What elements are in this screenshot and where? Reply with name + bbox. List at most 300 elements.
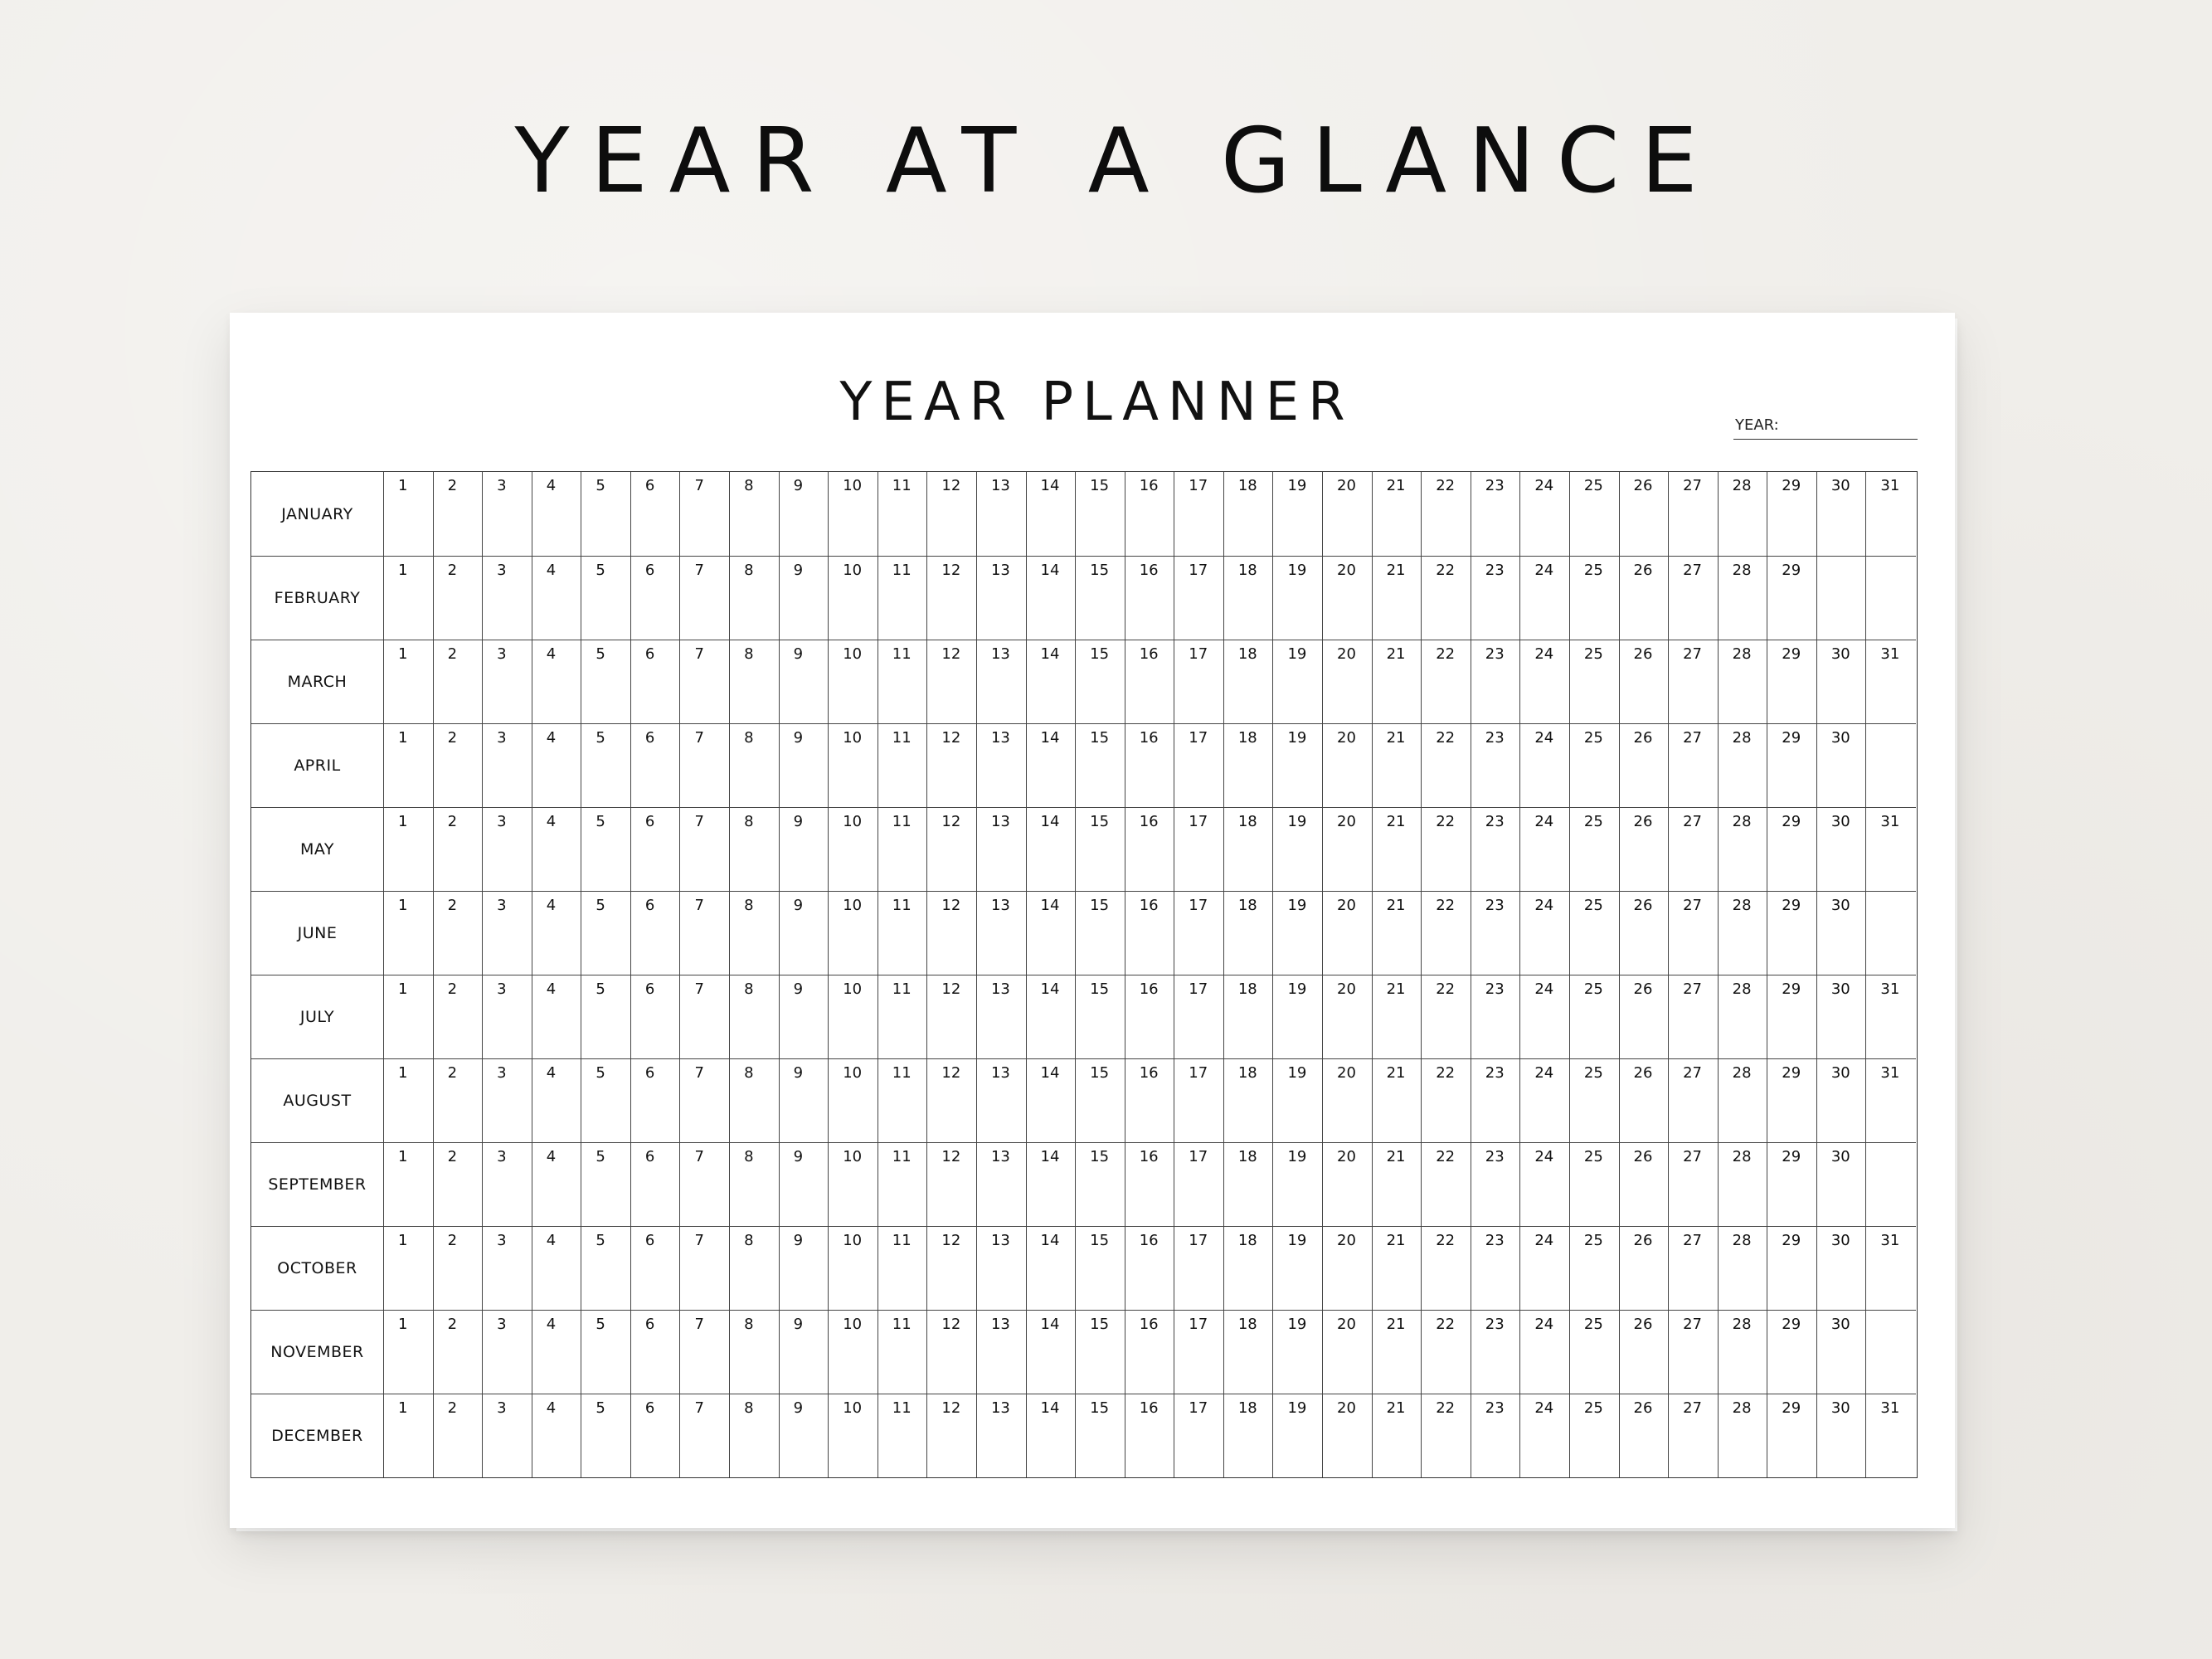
day-cell[interactable] xyxy=(384,640,434,723)
day-cell[interactable] xyxy=(631,472,681,556)
day-cell[interactable] xyxy=(532,892,582,975)
day-cell[interactable] xyxy=(1866,1059,1916,1142)
day-cell[interactable] xyxy=(1719,808,1768,891)
day-cell[interactable] xyxy=(1620,1227,1670,1310)
day-cell[interactable] xyxy=(1076,892,1125,975)
day-cell[interactable] xyxy=(680,975,730,1058)
day-cell[interactable] xyxy=(1866,640,1916,723)
day-cell[interactable] xyxy=(780,1311,829,1394)
day-cell[interactable] xyxy=(532,1059,582,1142)
day-cell[interactable] xyxy=(780,892,829,975)
day-cell[interactable] xyxy=(1767,975,1817,1058)
day-cell[interactable] xyxy=(1817,1311,1867,1394)
day-cell[interactable] xyxy=(1669,640,1719,723)
day-cell[interactable] xyxy=(977,1227,1027,1310)
day-cell[interactable] xyxy=(680,808,730,891)
day-cell[interactable] xyxy=(680,892,730,975)
day-cell[interactable] xyxy=(1669,1143,1719,1226)
day-cell[interactable] xyxy=(1373,1059,1422,1142)
day-cell[interactable] xyxy=(581,1059,631,1142)
day-cell[interactable] xyxy=(1767,1143,1817,1226)
day-cell[interactable] xyxy=(1224,808,1274,891)
day-cell[interactable] xyxy=(1125,808,1175,891)
day-cell[interactable] xyxy=(878,557,928,640)
day-cell[interactable] xyxy=(1817,1143,1867,1226)
day-cell[interactable] xyxy=(730,1227,780,1310)
day-cell[interactable] xyxy=(1273,1059,1323,1142)
day-cell[interactable] xyxy=(730,1311,780,1394)
day-cell[interactable] xyxy=(1471,724,1521,807)
day-cell[interactable] xyxy=(1767,1227,1817,1310)
day-cell[interactable] xyxy=(1273,1394,1323,1477)
day-cell[interactable] xyxy=(532,808,582,891)
day-cell[interactable] xyxy=(1422,1394,1471,1477)
day-cell[interactable] xyxy=(631,892,681,975)
day-cell[interactable] xyxy=(1471,640,1521,723)
day-cell[interactable] xyxy=(1323,975,1373,1058)
day-cell[interactable] xyxy=(878,724,928,807)
day-cell[interactable] xyxy=(1125,1143,1175,1226)
day-cell[interactable] xyxy=(384,1227,434,1310)
day-cell[interactable] xyxy=(1273,640,1323,723)
day-cell[interactable] xyxy=(1373,808,1422,891)
day-cell[interactable] xyxy=(1817,472,1867,556)
day-cell[interactable] xyxy=(1422,1227,1471,1310)
day-cell[interactable] xyxy=(532,472,582,556)
day-cell[interactable] xyxy=(1125,892,1175,975)
day-cell[interactable] xyxy=(1174,640,1224,723)
day-cell[interactable] xyxy=(1719,1143,1768,1226)
day-cell[interactable] xyxy=(1817,1059,1867,1142)
day-cell[interactable] xyxy=(1669,808,1719,891)
day-cell[interactable] xyxy=(878,1059,928,1142)
day-cell[interactable] xyxy=(1520,724,1570,807)
day-cell[interactable] xyxy=(483,975,532,1058)
day-cell[interactable] xyxy=(1125,1394,1175,1477)
day-cell[interactable] xyxy=(730,557,780,640)
day-cell[interactable] xyxy=(581,892,631,975)
day-cell[interactable] xyxy=(1125,640,1175,723)
day-cell[interactable] xyxy=(1125,724,1175,807)
day-cell[interactable] xyxy=(829,1394,878,1477)
day-cell[interactable] xyxy=(1323,1059,1373,1142)
day-cell[interactable] xyxy=(977,808,1027,891)
day-cell[interactable] xyxy=(434,557,484,640)
day-cell[interactable] xyxy=(1323,1143,1373,1226)
day-cell[interactable] xyxy=(829,892,878,975)
day-cell[interactable] xyxy=(1471,808,1521,891)
day-cell[interactable] xyxy=(1174,1059,1224,1142)
day-cell[interactable] xyxy=(1669,472,1719,556)
day-cell[interactable] xyxy=(1323,640,1373,723)
year-field[interactable] xyxy=(1733,414,1918,440)
day-cell[interactable] xyxy=(483,892,532,975)
day-cell[interactable] xyxy=(927,808,977,891)
day-cell[interactable] xyxy=(1866,1227,1916,1310)
day-cell[interactable] xyxy=(581,1394,631,1477)
day-cell[interactable] xyxy=(1422,640,1471,723)
day-cell[interactable] xyxy=(1669,1311,1719,1394)
day-cell[interactable] xyxy=(977,892,1027,975)
day-cell[interactable] xyxy=(1767,808,1817,891)
day-cell[interactable] xyxy=(1520,557,1570,640)
day-cell[interactable] xyxy=(1817,892,1867,975)
day-cell[interactable] xyxy=(1570,472,1620,556)
day-cell[interactable] xyxy=(1125,557,1175,640)
day-cell[interactable] xyxy=(1076,1227,1125,1310)
day-cell[interactable] xyxy=(1076,1143,1125,1226)
day-cell[interactable] xyxy=(1174,472,1224,556)
day-cell[interactable] xyxy=(1027,557,1077,640)
day-cell[interactable] xyxy=(532,1311,582,1394)
day-cell[interactable] xyxy=(631,1227,681,1310)
day-cell[interactable] xyxy=(1719,1311,1768,1394)
day-cell[interactable] xyxy=(878,1311,928,1394)
day-cell[interactable] xyxy=(1174,892,1224,975)
day-cell[interactable] xyxy=(1373,892,1422,975)
day-cell[interactable] xyxy=(1817,724,1867,807)
day-cell[interactable] xyxy=(680,1311,730,1394)
day-cell[interactable] xyxy=(1471,1311,1521,1394)
day-cell[interactable] xyxy=(1027,640,1077,723)
day-cell[interactable] xyxy=(1817,1394,1867,1477)
day-cell[interactable] xyxy=(1323,1227,1373,1310)
day-cell[interactable] xyxy=(1323,808,1373,891)
day-cell[interactable] xyxy=(434,1227,484,1310)
day-cell[interactable] xyxy=(1570,1394,1620,1477)
day-cell[interactable] xyxy=(1224,640,1274,723)
day-cell[interactable] xyxy=(1520,975,1570,1058)
day-cell[interactable] xyxy=(680,1143,730,1226)
day-cell[interactable] xyxy=(730,892,780,975)
day-cell[interactable] xyxy=(1767,472,1817,556)
day-cell[interactable] xyxy=(927,892,977,975)
day-cell[interactable] xyxy=(1273,724,1323,807)
day-cell[interactable] xyxy=(1027,808,1077,891)
day-cell[interactable] xyxy=(780,1227,829,1310)
day-cell[interactable] xyxy=(1520,808,1570,891)
day-cell[interactable] xyxy=(1570,724,1620,807)
day-cell[interactable] xyxy=(1323,892,1373,975)
day-cell[interactable] xyxy=(434,1143,484,1226)
day-cell[interactable] xyxy=(1027,724,1077,807)
day-cell[interactable] xyxy=(631,640,681,723)
day-cell[interactable] xyxy=(1273,472,1323,556)
day-cell[interactable] xyxy=(1174,975,1224,1058)
day-cell[interactable] xyxy=(1570,1227,1620,1310)
day-cell[interactable] xyxy=(581,640,631,723)
day-cell[interactable] xyxy=(434,1059,484,1142)
day-cell[interactable] xyxy=(1422,724,1471,807)
day-cell[interactable] xyxy=(1174,1394,1224,1477)
day-cell[interactable] xyxy=(1570,1311,1620,1394)
day-cell[interactable] xyxy=(780,975,829,1058)
day-cell[interactable] xyxy=(1620,975,1670,1058)
day-cell[interactable] xyxy=(1669,724,1719,807)
day-cell[interactable] xyxy=(1767,640,1817,723)
day-cell[interactable] xyxy=(878,892,928,975)
day-cell[interactable] xyxy=(384,808,434,891)
day-cell[interactable] xyxy=(483,1394,532,1477)
day-cell[interactable] xyxy=(384,1059,434,1142)
day-cell[interactable] xyxy=(1076,1311,1125,1394)
day-cell[interactable] xyxy=(1422,892,1471,975)
day-cell[interactable] xyxy=(1125,1227,1175,1310)
day-cell[interactable] xyxy=(1520,1394,1570,1477)
day-cell[interactable] xyxy=(1174,1143,1224,1226)
day-cell[interactable] xyxy=(1767,1311,1817,1394)
day-cell[interactable] xyxy=(434,975,484,1058)
day-cell[interactable] xyxy=(1471,1143,1521,1226)
day-cell[interactable] xyxy=(1767,892,1817,975)
day-cell[interactable] xyxy=(977,1143,1027,1226)
day-cell[interactable] xyxy=(1620,1311,1670,1394)
day-cell[interactable] xyxy=(483,1143,532,1226)
day-cell[interactable] xyxy=(829,1311,878,1394)
day-cell[interactable] xyxy=(631,808,681,891)
day-cell[interactable] xyxy=(1669,1227,1719,1310)
day-cell[interactable] xyxy=(581,472,631,556)
day-cell[interactable] xyxy=(1373,472,1422,556)
day-cell[interactable] xyxy=(532,975,582,1058)
day-cell[interactable] xyxy=(927,1394,977,1477)
day-cell[interactable] xyxy=(1125,1059,1175,1142)
day-cell[interactable] xyxy=(878,975,928,1058)
day-cell[interactable] xyxy=(1422,1143,1471,1226)
day-cell[interactable] xyxy=(680,724,730,807)
day-cell[interactable] xyxy=(1125,975,1175,1058)
day-cell[interactable] xyxy=(631,1143,681,1226)
day-cell[interactable] xyxy=(780,640,829,723)
day-cell[interactable] xyxy=(631,975,681,1058)
day-cell[interactable] xyxy=(680,557,730,640)
day-cell[interactable] xyxy=(1224,472,1274,556)
day-cell[interactable] xyxy=(1817,640,1867,723)
day-cell[interactable] xyxy=(1076,1394,1125,1477)
day-cell[interactable] xyxy=(1471,1394,1521,1477)
day-cell[interactable] xyxy=(1323,1394,1373,1477)
day-cell[interactable] xyxy=(384,1394,434,1477)
day-cell[interactable] xyxy=(1620,892,1670,975)
day-cell[interactable] xyxy=(1817,1227,1867,1310)
day-cell[interactable] xyxy=(829,1227,878,1310)
day-cell[interactable] xyxy=(1719,1227,1768,1310)
day-cell[interactable] xyxy=(1027,892,1077,975)
day-cell[interactable] xyxy=(1669,892,1719,975)
day-cell[interactable] xyxy=(1719,472,1768,556)
day-cell[interactable] xyxy=(1570,975,1620,1058)
day-cell[interactable] xyxy=(1027,1311,1077,1394)
day-cell[interactable] xyxy=(1471,1059,1521,1142)
day-cell[interactable] xyxy=(1125,472,1175,556)
day-cell[interactable] xyxy=(1620,472,1670,556)
day-cell[interactable] xyxy=(927,1143,977,1226)
day-cell[interactable] xyxy=(1174,724,1224,807)
day-cell[interactable] xyxy=(1817,975,1867,1058)
day-cell[interactable] xyxy=(1027,975,1077,1058)
day-cell[interactable] xyxy=(434,640,484,723)
day-cell[interactable] xyxy=(829,557,878,640)
day-cell[interactable] xyxy=(780,472,829,556)
day-cell[interactable] xyxy=(434,808,484,891)
day-cell[interactable] xyxy=(581,808,631,891)
day-cell[interactable] xyxy=(1422,1311,1471,1394)
day-cell[interactable] xyxy=(631,1059,681,1142)
day-cell[interactable] xyxy=(1520,892,1570,975)
day-cell[interactable] xyxy=(1570,557,1620,640)
day-cell[interactable] xyxy=(1373,724,1422,807)
day-cell[interactable] xyxy=(1224,724,1274,807)
day-cell[interactable] xyxy=(1273,557,1323,640)
day-cell[interactable] xyxy=(1866,1394,1916,1477)
day-cell[interactable] xyxy=(631,1311,681,1394)
day-cell[interactable] xyxy=(680,472,730,556)
day-cell[interactable] xyxy=(1471,557,1521,640)
day-cell[interactable] xyxy=(927,1227,977,1310)
day-cell[interactable] xyxy=(780,1394,829,1477)
day-cell[interactable] xyxy=(434,1394,484,1477)
day-cell[interactable] xyxy=(384,975,434,1058)
day-cell[interactable] xyxy=(730,724,780,807)
day-cell[interactable] xyxy=(1125,1311,1175,1394)
day-cell[interactable] xyxy=(927,557,977,640)
day-cell[interactable] xyxy=(1422,472,1471,556)
day-cell[interactable] xyxy=(532,557,582,640)
day-cell[interactable] xyxy=(1422,1059,1471,1142)
day-cell[interactable] xyxy=(1669,1059,1719,1142)
day-cell[interactable] xyxy=(434,892,484,975)
day-cell[interactable] xyxy=(483,472,532,556)
day-cell[interactable] xyxy=(1520,1311,1570,1394)
day-cell[interactable] xyxy=(829,724,878,807)
day-cell[interactable] xyxy=(927,640,977,723)
day-cell[interactable] xyxy=(1669,1394,1719,1477)
day-cell[interactable] xyxy=(1719,557,1768,640)
day-cell[interactable] xyxy=(1323,1311,1373,1394)
day-cell[interactable] xyxy=(1471,975,1521,1058)
day-cell[interactable] xyxy=(1373,975,1422,1058)
day-cell[interactable] xyxy=(829,808,878,891)
day-cell[interactable] xyxy=(1570,1059,1620,1142)
day-cell[interactable] xyxy=(1224,1227,1274,1310)
day-cell[interactable] xyxy=(1719,1394,1768,1477)
day-cell[interactable] xyxy=(730,1394,780,1477)
day-cell[interactable] xyxy=(878,1394,928,1477)
day-cell[interactable] xyxy=(1373,557,1422,640)
day-cell[interactable] xyxy=(730,808,780,891)
day-cell[interactable] xyxy=(1174,1227,1224,1310)
day-cell[interactable] xyxy=(680,1227,730,1310)
day-cell[interactable] xyxy=(581,557,631,640)
day-cell[interactable] xyxy=(878,808,928,891)
day-cell[interactable] xyxy=(1570,1143,1620,1226)
day-cell[interactable] xyxy=(977,975,1027,1058)
day-cell[interactable] xyxy=(1767,557,1817,640)
day-cell[interactable] xyxy=(1866,808,1916,891)
day-cell[interactable] xyxy=(1076,808,1125,891)
day-cell[interactable] xyxy=(384,472,434,556)
day-cell[interactable] xyxy=(581,724,631,807)
day-cell[interactable] xyxy=(1817,557,1867,640)
day-cell[interactable] xyxy=(1323,472,1373,556)
day-cell[interactable] xyxy=(1520,1227,1570,1310)
day-cell[interactable] xyxy=(1373,1143,1422,1226)
day-cell[interactable] xyxy=(780,1059,829,1142)
day-cell[interactable] xyxy=(1224,1143,1274,1226)
day-cell[interactable] xyxy=(1520,640,1570,723)
day-cell[interactable] xyxy=(730,1059,780,1142)
day-cell[interactable] xyxy=(384,892,434,975)
day-cell[interactable] xyxy=(730,472,780,556)
day-cell[interactable] xyxy=(1027,1059,1077,1142)
day-cell[interactable] xyxy=(1669,975,1719,1058)
day-cell[interactable] xyxy=(1224,1394,1274,1477)
day-cell[interactable] xyxy=(384,1143,434,1226)
day-cell[interactable] xyxy=(1422,808,1471,891)
day-cell[interactable] xyxy=(1620,724,1670,807)
day-cell[interactable] xyxy=(878,472,928,556)
day-cell[interactable] xyxy=(1719,975,1768,1058)
day-cell[interactable] xyxy=(532,1143,582,1226)
day-cell[interactable] xyxy=(1620,557,1670,640)
day-cell[interactable] xyxy=(977,557,1027,640)
day-cell[interactable] xyxy=(1373,1227,1422,1310)
day-cell[interactable] xyxy=(927,472,977,556)
day-cell[interactable] xyxy=(927,1059,977,1142)
day-cell[interactable] xyxy=(1076,724,1125,807)
day-cell[interactable] xyxy=(1076,975,1125,1058)
day-cell[interactable] xyxy=(1076,640,1125,723)
day-cell[interactable] xyxy=(780,808,829,891)
day-cell[interactable] xyxy=(927,1311,977,1394)
day-cell[interactable] xyxy=(1224,1311,1274,1394)
day-cell[interactable] xyxy=(1620,640,1670,723)
day-cell[interactable] xyxy=(483,1059,532,1142)
day-cell[interactable] xyxy=(1373,1311,1422,1394)
day-cell[interactable] xyxy=(581,1227,631,1310)
day-cell[interactable] xyxy=(1570,892,1620,975)
day-cell[interactable] xyxy=(680,1059,730,1142)
day-cell[interactable] xyxy=(1027,1394,1077,1477)
day-cell[interactable] xyxy=(1719,640,1768,723)
day-cell[interactable] xyxy=(1224,892,1274,975)
day-cell[interactable] xyxy=(1471,1227,1521,1310)
day-cell[interactable] xyxy=(384,557,434,640)
day-cell[interactable] xyxy=(483,1227,532,1310)
day-cell[interactable] xyxy=(977,640,1027,723)
day-cell[interactable] xyxy=(878,1143,928,1226)
day-cell[interactable] xyxy=(780,724,829,807)
day-cell[interactable] xyxy=(483,557,532,640)
day-cell[interactable] xyxy=(1520,1143,1570,1226)
day-cell[interactable] xyxy=(434,724,484,807)
day-cell[interactable] xyxy=(631,724,681,807)
day-cell[interactable] xyxy=(532,1227,582,1310)
day-cell[interactable] xyxy=(1224,1059,1274,1142)
day-cell[interactable] xyxy=(1620,1394,1670,1477)
day-cell[interactable] xyxy=(730,975,780,1058)
day-cell[interactable] xyxy=(1323,724,1373,807)
day-cell[interactable] xyxy=(878,640,928,723)
day-cell[interactable] xyxy=(1767,1394,1817,1477)
day-cell[interactable] xyxy=(730,640,780,723)
day-cell[interactable] xyxy=(1471,472,1521,556)
day-cell[interactable] xyxy=(1323,557,1373,640)
day-cell[interactable] xyxy=(1866,1311,1916,1394)
day-cell[interactable] xyxy=(977,472,1027,556)
day-cell[interactable] xyxy=(434,1311,484,1394)
day-cell[interactable] xyxy=(1866,892,1916,975)
